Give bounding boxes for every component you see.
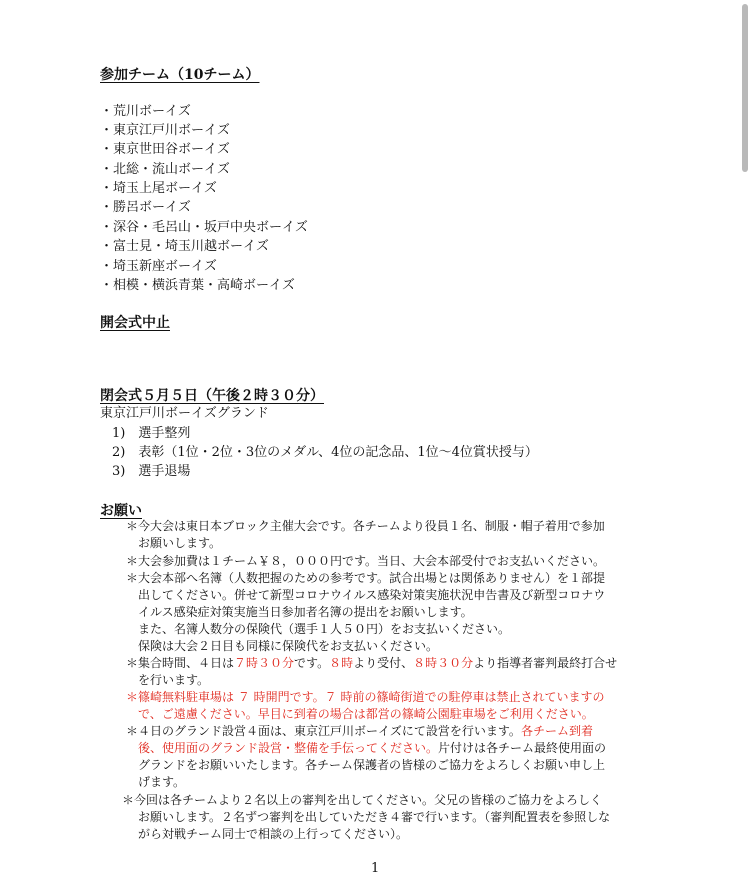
request-text: げます。 <box>138 775 186 789</box>
parking-notice: ＊篠崎無料駐車場は ７ 時開門です。７ 時前の篠崎街道での駐停車は禁止されていますの <box>126 690 605 704</box>
request-text: ＊４日のグランド設営４面は、東京江戸川ボーイズにて設営を行います。 <box>126 724 521 738</box>
request-meeting-time <box>126 655 617 672</box>
request-text: 片付けは各チーム最終使用面の <box>438 741 607 755</box>
closing-step: 3) 選手退場 <box>112 464 191 479</box>
closing-venue: 東京江戸川ボーイズグランド <box>100 406 269 421</box>
team-item: ・埼玉新座ボーイズ <box>100 259 217 274</box>
highlight-text: 各チーム到着 <box>520 724 593 738</box>
request-text: 出してください。併せて新型コロナウイルス感染対策実施状況申告書及び新型コロナウ <box>138 588 606 602</box>
team-item: ・東京江戸川ボーイズ <box>100 123 230 138</box>
request-ground-setup <box>126 723 593 740</box>
highlight-time: ７時３０分 <box>234 656 295 670</box>
request-text: グランドをお願いいたします。各チーム保護者の皆様のご協力をよろしくお願い申し上 <box>138 758 606 772</box>
vertical-scrollbar[interactable] <box>742 4 748 172</box>
team-item: ・東京世田谷ボーイズ <box>100 142 230 157</box>
page-number: 1 <box>371 861 380 876</box>
request-text: です。 <box>294 656 330 670</box>
request-text: より受付、 <box>353 656 414 670</box>
request-text: お願いします。 <box>138 536 222 550</box>
request-text: ＊今大会は東日本ブロック主催大会です。各チームより役員１名、制服・帽子着用で参加 <box>126 519 605 533</box>
request-text: 保険は大会２日目も同様に保険代をお支払いください。 <box>138 639 439 653</box>
team-item: ・勝呂ボーイズ <box>100 200 191 215</box>
request-text: イルス感染症対策実施当日参加者名簿の提出をお願いします。 <box>138 605 473 619</box>
request-text: ＊大会参加費は１チーム￥８，０００円です。当日、大会本部受付でお支払いください。 <box>126 554 606 568</box>
request-text: を行います。 <box>138 673 210 687</box>
request-text: また、名簿人数分の保険代（選手１人５０円）をお支払いください。 <box>138 622 511 636</box>
request-text: ＊今回は各チームより２名以上の審判を出してください。父兄の皆様のご協力をよろしく <box>122 793 603 807</box>
closing-step: 1) 選手整列 <box>112 426 191 441</box>
team-item: ・埼玉上尾ボーイズ <box>100 181 217 196</box>
team-item: ・深谷・毛呂山・坂戸中央ボーイズ <box>100 220 308 235</box>
request-text: がら対戦チーム同士で相談の上行ってください）。 <box>138 827 409 841</box>
request-text: ＊大会本部へ名簿（人数把握のための参考です。試合出場とは関係ありません）を１部提 <box>126 571 606 585</box>
team-item: ・相模・横浜青葉・高崎ボーイズ <box>100 278 295 293</box>
request-text: ＊集合時間、４日は <box>126 656 235 670</box>
teams-heading: 参加チーム（10チーム） <box>100 67 260 83</box>
request-text: より指導者審判最終打合せ <box>473 656 618 670</box>
highlight-time: ８時３０分 <box>413 656 474 670</box>
highlight-time: ８時 <box>329 656 354 670</box>
requests-heading: お願い <box>100 503 142 519</box>
closing-heading: 閉会式５月５日（午後２時３０分） <box>100 388 324 404</box>
team-item: ・富士見・埼玉川越ボーイズ <box>100 239 269 254</box>
highlight-text: 後、使用面のグランド設営・整備を手伝ってください。 <box>138 741 439 755</box>
request-text: お願いします。２名ずつ審判を出していただき４審で行います。（審判配置表を参照しな <box>138 810 611 824</box>
parking-notice: で、ご遠慮ください。早目に到着の場合は都営の篠崎公園駐車場をご利用ください。 <box>138 707 594 721</box>
team-item: ・北総・流山ボーイズ <box>100 162 230 177</box>
request-ground-setup-2 <box>138 740 606 757</box>
closing-step: 2) 表彰（1位・2位・3位のメダル、4位の記念品、1位〜4位賞状授与） <box>112 445 538 460</box>
team-item: ・荒川ボーイズ <box>100 104 191 119</box>
opening-heading: 開会式中止 <box>100 315 170 331</box>
